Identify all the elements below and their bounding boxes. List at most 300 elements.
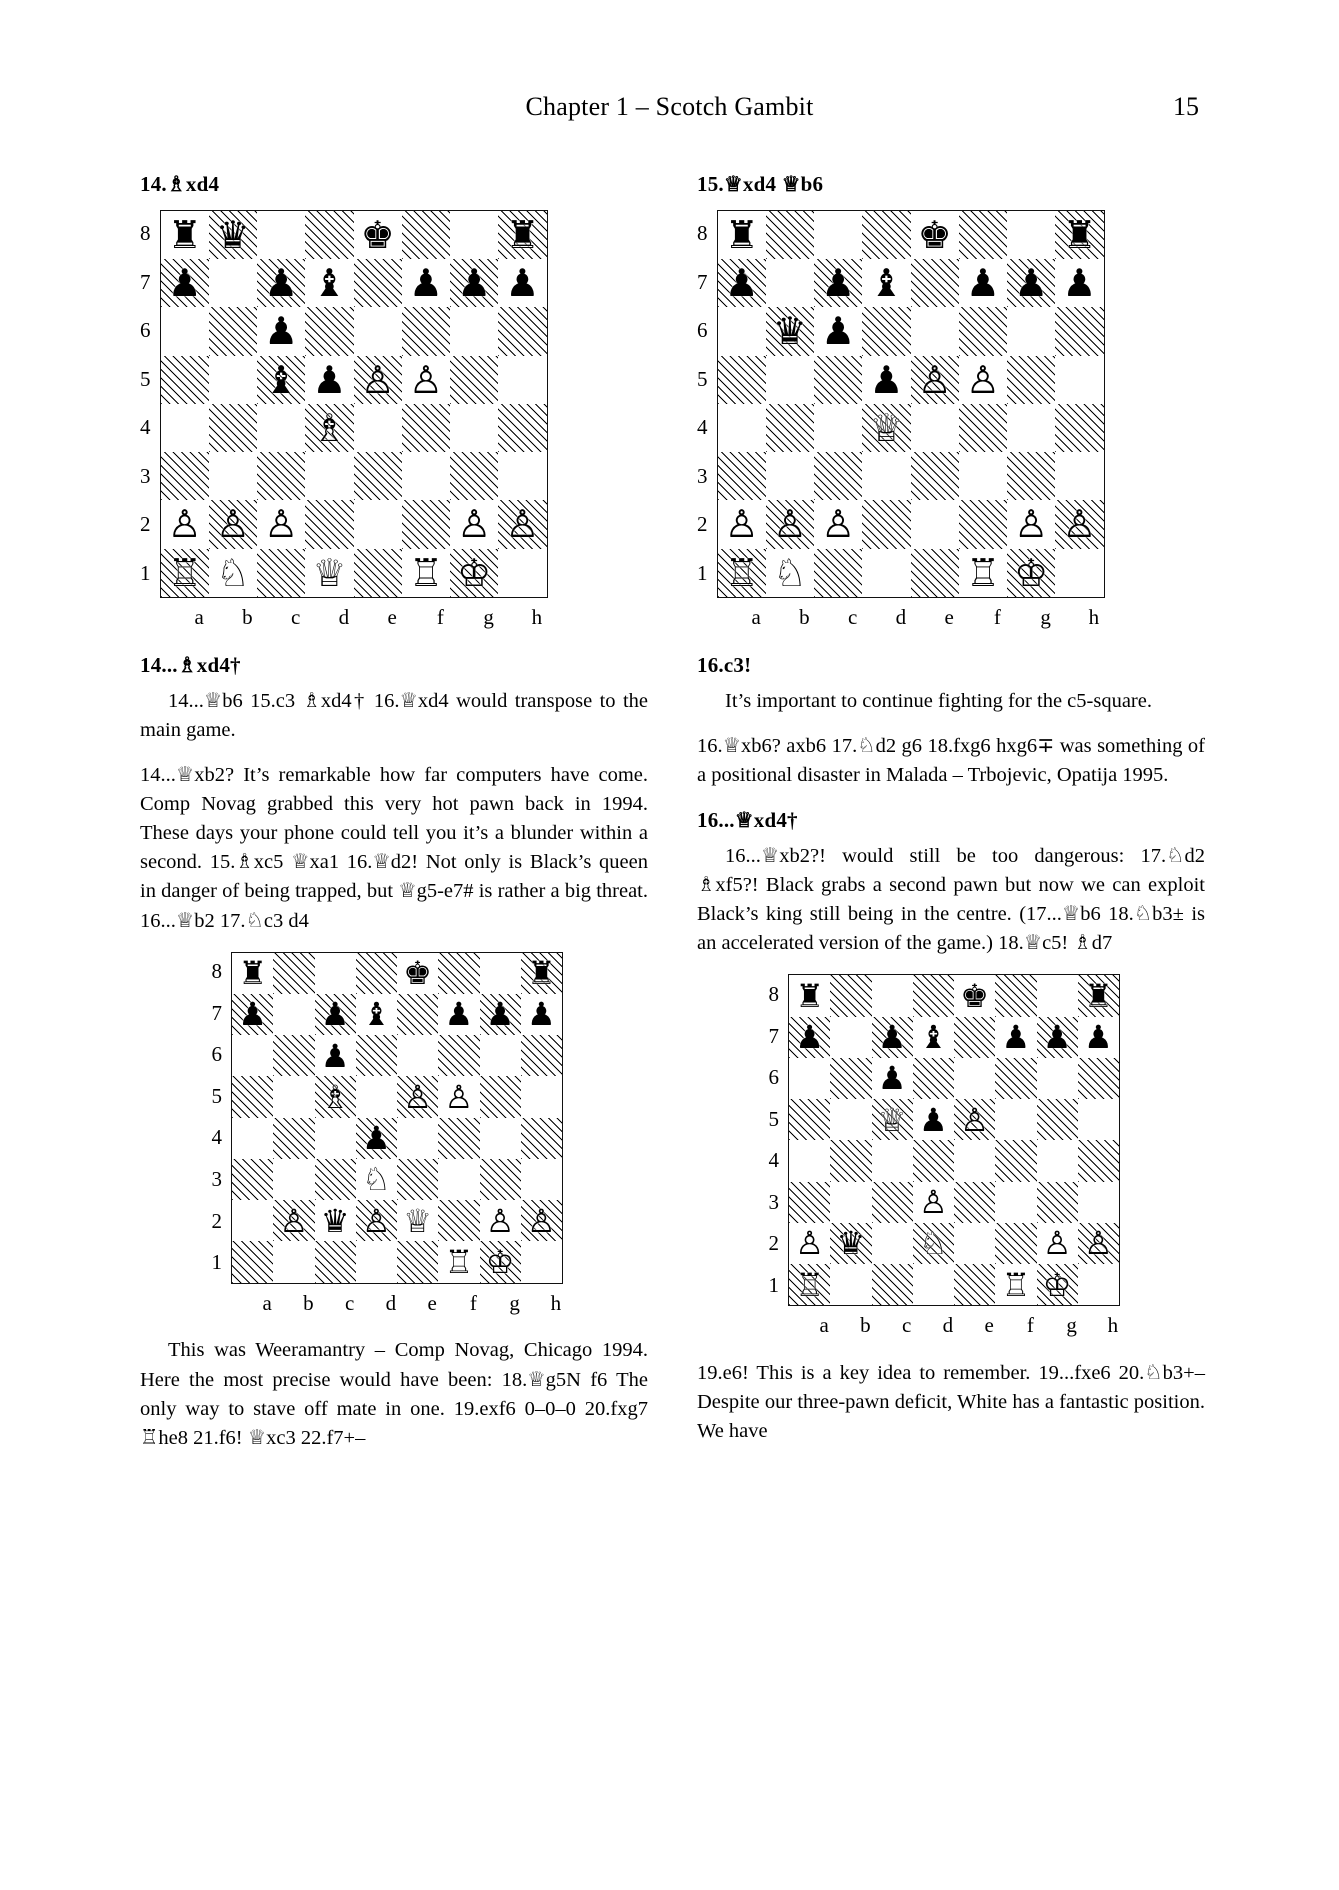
chess-piece: ♙ bbox=[527, 1201, 556, 1240]
rank-label: 1 bbox=[211, 1250, 222, 1275]
board-square bbox=[273, 1076, 314, 1117]
rank-label: 5 bbox=[768, 1106, 779, 1131]
board-square bbox=[498, 259, 546, 307]
board-square bbox=[397, 953, 438, 994]
board-square bbox=[257, 549, 305, 597]
board-square bbox=[814, 259, 862, 307]
board-square bbox=[315, 1241, 356, 1282]
board-square bbox=[1078, 1058, 1119, 1099]
board-square bbox=[789, 1264, 830, 1305]
left-paragraph-1: 14...♕b6 15.c3 ♗xd4† 16.♕xd4 would transpose to the main game. bbox=[140, 689, 648, 741]
rank-label: 1 bbox=[768, 1272, 779, 1297]
chess-piece: ♙ bbox=[485, 1201, 515, 1240]
chess-piece: ♝ bbox=[919, 1018, 948, 1057]
board-square bbox=[1078, 1099, 1119, 1140]
board-square bbox=[315, 1035, 356, 1076]
board-square bbox=[830, 975, 871, 1016]
board-square bbox=[959, 500, 1007, 548]
board-square bbox=[830, 1140, 871, 1181]
board-square bbox=[232, 1200, 273, 1241]
board-square bbox=[830, 1264, 871, 1305]
chess-piece: ♙ bbox=[215, 502, 250, 547]
board-square bbox=[450, 452, 498, 500]
board-square bbox=[402, 452, 450, 500]
board-square bbox=[257, 404, 305, 452]
rank-label: 3 bbox=[140, 463, 151, 488]
left-column bbox=[140, 170, 648, 1469]
board-square bbox=[273, 1159, 314, 1200]
board-square bbox=[521, 1159, 562, 1200]
file-label: d bbox=[895, 604, 907, 629]
rank-label: 4 bbox=[211, 1125, 222, 1150]
board-square bbox=[397, 1200, 438, 1241]
chess-piece: ♙ bbox=[917, 357, 952, 402]
board-square bbox=[354, 404, 402, 452]
board-square bbox=[954, 1017, 995, 1058]
rank-label: 5 bbox=[140, 366, 151, 391]
board-square bbox=[911, 307, 959, 355]
board-square bbox=[305, 259, 353, 307]
board-square bbox=[995, 1223, 1036, 1264]
board-square bbox=[161, 549, 209, 597]
board-square bbox=[356, 1200, 397, 1241]
chess-piece: ♟ bbox=[877, 1018, 907, 1057]
board-square bbox=[954, 1140, 995, 1181]
right-column bbox=[697, 170, 1205, 1462]
file-labels-1 bbox=[175, 603, 561, 633]
board-square bbox=[718, 500, 766, 548]
board-square bbox=[356, 953, 397, 994]
board-square bbox=[862, 259, 910, 307]
board-square bbox=[789, 1017, 830, 1058]
board-square bbox=[872, 1182, 913, 1223]
chess-piece: ♟ bbox=[877, 1059, 907, 1098]
chess-diagram-3 bbox=[140, 952, 648, 1319]
board-square bbox=[1078, 1264, 1119, 1305]
board-square bbox=[872, 1017, 913, 1058]
chess-piece: ♜ bbox=[238, 954, 267, 993]
board-square bbox=[1055, 211, 1103, 259]
rank-label: 2 bbox=[768, 1231, 779, 1256]
chess-piece: ♙ bbox=[919, 1183, 948, 1222]
board-square bbox=[356, 1118, 397, 1159]
rank-label: 4 bbox=[697, 415, 708, 440]
chess-piece: ♙ bbox=[1042, 1224, 1072, 1263]
board-square bbox=[521, 1200, 562, 1241]
board-square bbox=[480, 994, 521, 1035]
file-labels-3 bbox=[247, 1289, 577, 1319]
file-labels-2 bbox=[732, 603, 1118, 633]
board-square bbox=[232, 1241, 273, 1282]
chess-piece: ♙ bbox=[167, 502, 202, 547]
chess-piece: ♙ bbox=[505, 502, 540, 547]
chess-piece: ♔ bbox=[457, 550, 492, 595]
board-square bbox=[438, 1118, 479, 1159]
board-square bbox=[814, 500, 862, 548]
board-square bbox=[257, 307, 305, 355]
rank-label: 7 bbox=[211, 1000, 222, 1025]
chess-diagram-2 bbox=[697, 210, 1205, 633]
file-label: c bbox=[847, 604, 858, 629]
chess-piece: ♝ bbox=[869, 261, 904, 306]
chess-piece: ♟ bbox=[821, 261, 856, 306]
board-square bbox=[402, 404, 450, 452]
chess-piece: ♛ bbox=[772, 309, 807, 354]
chess-piece: ♙ bbox=[772, 502, 807, 547]
board-square bbox=[913, 1058, 954, 1099]
board-square bbox=[209, 307, 257, 355]
board-square bbox=[872, 1058, 913, 1099]
board-square bbox=[450, 549, 498, 597]
board-square bbox=[718, 356, 766, 404]
file-label: c bbox=[290, 604, 301, 629]
board-square bbox=[209, 259, 257, 307]
board-square bbox=[498, 452, 546, 500]
board-square bbox=[480, 1035, 521, 1076]
board-square bbox=[862, 356, 910, 404]
board-square bbox=[315, 1118, 356, 1159]
board-square bbox=[862, 549, 910, 597]
file-label: h bbox=[1088, 604, 1100, 629]
chess-piece: ♟ bbox=[444, 995, 474, 1034]
board-square bbox=[305, 307, 353, 355]
board-square bbox=[402, 500, 450, 548]
board-square bbox=[1037, 1017, 1078, 1058]
rank-label: 1 bbox=[140, 560, 151, 585]
file-label: d bbox=[942, 1313, 954, 1338]
board-square bbox=[1037, 1264, 1078, 1305]
chess-piece: ♚ bbox=[917, 212, 952, 257]
chess-piece: ♝ bbox=[312, 261, 347, 306]
board-square bbox=[161, 500, 209, 548]
board-square bbox=[480, 1200, 521, 1241]
chess-piece: ♟ bbox=[1042, 1018, 1072, 1057]
rank-label: 2 bbox=[697, 512, 708, 537]
board-square bbox=[397, 1118, 438, 1159]
rank-label: 3 bbox=[768, 1189, 779, 1214]
rank-labels-3 bbox=[212, 952, 232, 1284]
board-square bbox=[1007, 549, 1055, 597]
board-square bbox=[498, 356, 546, 404]
board-square bbox=[315, 994, 356, 1035]
page-number: 15 bbox=[1173, 92, 1199, 121]
board-square bbox=[232, 1076, 273, 1117]
chess-piece: ♖ bbox=[795, 1265, 824, 1304]
board-square bbox=[954, 975, 995, 1016]
board-square bbox=[830, 1099, 871, 1140]
file-label: h bbox=[1107, 1313, 1119, 1338]
board-square bbox=[911, 500, 959, 548]
board-square bbox=[161, 404, 209, 452]
chess-piece: ♕ bbox=[869, 405, 904, 450]
chess-piece: ♜ bbox=[527, 954, 556, 993]
board-square bbox=[1055, 549, 1103, 597]
board-square bbox=[718, 404, 766, 452]
board-square bbox=[789, 975, 830, 1016]
board-square bbox=[356, 1241, 397, 1282]
board-square bbox=[354, 211, 402, 259]
board-square bbox=[315, 1076, 356, 1117]
board-square bbox=[789, 1223, 830, 1264]
board-square bbox=[438, 1241, 479, 1282]
board-square bbox=[521, 1118, 562, 1159]
file-label: a bbox=[819, 1313, 829, 1338]
board-square bbox=[498, 500, 546, 548]
chess-piece: ♟ bbox=[1084, 1018, 1113, 1057]
chess-piece: ♟ bbox=[312, 357, 347, 402]
board-square bbox=[232, 994, 273, 1035]
rank-labels-4 bbox=[769, 974, 789, 1306]
board-square bbox=[354, 259, 402, 307]
rank-label: 8 bbox=[697, 221, 708, 246]
board-square bbox=[911, 356, 959, 404]
chess-piece: ♘ bbox=[772, 550, 807, 595]
file-label: g bbox=[1066, 1313, 1077, 1338]
board-square bbox=[1037, 1223, 1078, 1264]
board-square bbox=[273, 1241, 314, 1282]
board-square bbox=[959, 356, 1007, 404]
board-square bbox=[354, 356, 402, 404]
board-square bbox=[862, 211, 910, 259]
chess-piece: ♙ bbox=[362, 1201, 391, 1240]
board-square bbox=[862, 404, 910, 452]
chess-piece: ♙ bbox=[264, 502, 299, 547]
board-square bbox=[438, 994, 479, 1035]
board-square bbox=[954, 1058, 995, 1099]
chess-piece: ♟ bbox=[485, 995, 515, 1034]
rank-label: 6 bbox=[697, 318, 708, 343]
board-square bbox=[830, 1223, 871, 1264]
board-square bbox=[480, 1076, 521, 1117]
chess-piece: ♖ bbox=[444, 1242, 474, 1281]
board-square bbox=[718, 452, 766, 500]
rank-label: 2 bbox=[140, 512, 151, 537]
board-square bbox=[718, 307, 766, 355]
board-square bbox=[438, 1076, 479, 1117]
board-square bbox=[766, 500, 814, 548]
chess-piece: ♙ bbox=[1062, 502, 1097, 547]
board-square bbox=[1055, 404, 1103, 452]
right-move-heading-1: 15.♕xd4 ♕b6 bbox=[697, 172, 824, 196]
chess-piece: ♟ bbox=[457, 261, 492, 306]
board-square bbox=[913, 1140, 954, 1181]
board-square bbox=[209, 549, 257, 597]
right-paragraph-4: 19.e6! This is a key idea to remember. 19...fxe6 20.♘b3+– Despite our three-pawn deficit, White has a fantastic position. We have bbox=[697, 1362, 1205, 1443]
file-label: g bbox=[483, 604, 494, 629]
board-square bbox=[995, 1058, 1036, 1099]
board-square bbox=[1007, 404, 1055, 452]
chess-piece: ♖ bbox=[965, 550, 1000, 595]
rank-label: 4 bbox=[140, 415, 151, 440]
board-square bbox=[305, 500, 353, 548]
board-square bbox=[954, 1264, 995, 1305]
chess-piece: ♚ bbox=[403, 954, 432, 993]
chess-piece: ♔ bbox=[1014, 550, 1049, 595]
chess-piece: ♝ bbox=[264, 357, 299, 402]
board-square bbox=[766, 549, 814, 597]
chess-piece: ♟ bbox=[795, 1018, 824, 1057]
chess-piece: ♟ bbox=[821, 309, 856, 354]
file-label: d bbox=[385, 1290, 397, 1315]
board-square bbox=[257, 211, 305, 259]
board-square bbox=[1078, 1017, 1119, 1058]
file-labels-4 bbox=[804, 1311, 1134, 1341]
chess-piece: ♘ bbox=[362, 1160, 391, 1199]
board-square bbox=[1078, 1140, 1119, 1181]
board-square bbox=[273, 1200, 314, 1241]
board-square bbox=[911, 259, 959, 307]
board-square bbox=[913, 1182, 954, 1223]
board-square bbox=[766, 356, 814, 404]
rank-label: 3 bbox=[697, 463, 708, 488]
chess-piece: ♖ bbox=[408, 550, 443, 595]
page-header bbox=[140, 92, 1199, 126]
board-square bbox=[273, 953, 314, 994]
rank-label: 6 bbox=[211, 1042, 222, 1067]
board-square bbox=[161, 356, 209, 404]
board-square bbox=[209, 211, 257, 259]
board-square bbox=[995, 975, 1036, 1016]
board-square bbox=[161, 307, 209, 355]
chess-piece: ♕ bbox=[312, 550, 347, 595]
board-square bbox=[498, 404, 546, 452]
board-square bbox=[766, 211, 814, 259]
board-square bbox=[913, 1264, 954, 1305]
board-square bbox=[954, 1223, 995, 1264]
board-square bbox=[1037, 975, 1078, 1016]
rank-label: 1 bbox=[697, 560, 708, 585]
rank-label: 5 bbox=[211, 1083, 222, 1108]
chess-piece: ♜ bbox=[505, 212, 540, 257]
right-paragraph-2: 16.♕xb6? axb6 17.♘d2 g6 18.fxg6 hxg6∓ was something of a positional disaster in Malada – Trbojevic, Opatija 1995. bbox=[697, 734, 1205, 786]
board-square bbox=[402, 549, 450, 597]
chess-piece: ♙ bbox=[821, 502, 856, 547]
chess-piece: ♛ bbox=[836, 1224, 866, 1263]
board-square bbox=[305, 404, 353, 452]
rank-labels-2 bbox=[697, 210, 717, 598]
chess-piece: ♟ bbox=[1062, 261, 1097, 306]
board-square bbox=[1078, 1182, 1119, 1223]
board-square bbox=[1055, 356, 1103, 404]
file-label: e bbox=[387, 604, 397, 629]
chess-piece: ♙ bbox=[457, 502, 492, 547]
chess-piece: ♟ bbox=[362, 1119, 391, 1158]
board-square bbox=[1078, 975, 1119, 1016]
board-square bbox=[959, 549, 1007, 597]
chess-piece: ♚ bbox=[360, 212, 395, 257]
chess-piece: ♙ bbox=[1084, 1224, 1113, 1263]
chess-piece: ♔ bbox=[1042, 1265, 1072, 1304]
body-columns bbox=[140, 170, 1205, 1469]
board-square bbox=[1055, 259, 1103, 307]
left-paragraph-2: 14...♕xb2? It’s remarkable how far computers have come. Comp Novag grabbed this very hot pawn back in 1994. These days your phone could tell you it’s a blunder within a second. 15.♗xc5 ♕xa1 16.♕d2! Not only is Black’s queen in danger of being trapped, but ♕g5-e7# is rather a big threat. 16...♕b2 17.♘c3 d4 bbox=[140, 763, 648, 932]
board-square bbox=[814, 307, 862, 355]
board-square bbox=[257, 356, 305, 404]
rank-label: 8 bbox=[140, 221, 151, 246]
board-square bbox=[480, 1159, 521, 1200]
file-label: h bbox=[550, 1290, 562, 1315]
board-square bbox=[209, 356, 257, 404]
board-square bbox=[354, 500, 402, 548]
board-square bbox=[397, 1076, 438, 1117]
board-square bbox=[232, 1118, 273, 1159]
board-square bbox=[1007, 356, 1055, 404]
board-square bbox=[161, 211, 209, 259]
board-square bbox=[161, 259, 209, 307]
board-square bbox=[954, 1099, 995, 1140]
board-square bbox=[913, 975, 954, 1016]
board-square bbox=[450, 404, 498, 452]
board-square bbox=[766, 404, 814, 452]
file-label: f bbox=[993, 604, 1001, 629]
board-square bbox=[480, 1118, 521, 1159]
board-square bbox=[995, 1264, 1036, 1305]
chess-piece: ♛ bbox=[215, 212, 250, 257]
board-square bbox=[959, 211, 1007, 259]
board-square bbox=[911, 549, 959, 597]
chess-piece: ♟ bbox=[527, 995, 556, 1034]
board-square bbox=[872, 975, 913, 1016]
chess-piece: ♟ bbox=[869, 357, 904, 402]
board-square bbox=[766, 259, 814, 307]
board-square bbox=[959, 259, 1007, 307]
board-square bbox=[450, 307, 498, 355]
chess-piece: ♙ bbox=[965, 357, 1000, 402]
board-square bbox=[872, 1099, 913, 1140]
chess-piece: ♟ bbox=[264, 309, 299, 354]
board-square bbox=[305, 211, 353, 259]
chess-piece: ♖ bbox=[724, 550, 759, 595]
file-label: e bbox=[427, 1290, 437, 1315]
board-square bbox=[402, 356, 450, 404]
rank-label: 6 bbox=[140, 318, 151, 343]
board-square bbox=[438, 1035, 479, 1076]
board-square bbox=[521, 994, 562, 1035]
left-move-heading-1: 14.♗xd4 bbox=[140, 172, 220, 196]
chess-piece: ♜ bbox=[1062, 212, 1097, 257]
board-square bbox=[911, 211, 959, 259]
board-square bbox=[1078, 1223, 1119, 1264]
board-square bbox=[257, 452, 305, 500]
board-square bbox=[397, 994, 438, 1035]
board-square bbox=[830, 1017, 871, 1058]
board-square bbox=[814, 404, 862, 452]
board-square bbox=[402, 307, 450, 355]
chess-piece: ♜ bbox=[167, 212, 202, 257]
chess-piece: ♟ bbox=[965, 261, 1000, 306]
board-square bbox=[1007, 211, 1055, 259]
board-square bbox=[789, 1099, 830, 1140]
file-label: e bbox=[984, 1313, 994, 1338]
board-square bbox=[913, 1223, 954, 1264]
board-square bbox=[959, 452, 1007, 500]
board-square bbox=[402, 211, 450, 259]
board-square bbox=[718, 259, 766, 307]
chess-piece: ♟ bbox=[1001, 1018, 1031, 1057]
board-square bbox=[995, 1099, 1036, 1140]
file-label: c bbox=[901, 1313, 912, 1338]
chess-piece: ♜ bbox=[724, 212, 759, 257]
chess-piece: ♗ bbox=[320, 1077, 350, 1116]
board-square bbox=[1037, 1182, 1078, 1223]
board-square bbox=[397, 1035, 438, 1076]
chess-piece: ♙ bbox=[960, 1100, 989, 1139]
chess-piece: ♟ bbox=[238, 995, 267, 1034]
board-square bbox=[257, 259, 305, 307]
rank-label: 5 bbox=[697, 366, 708, 391]
board-square bbox=[766, 307, 814, 355]
board-square bbox=[305, 549, 353, 597]
